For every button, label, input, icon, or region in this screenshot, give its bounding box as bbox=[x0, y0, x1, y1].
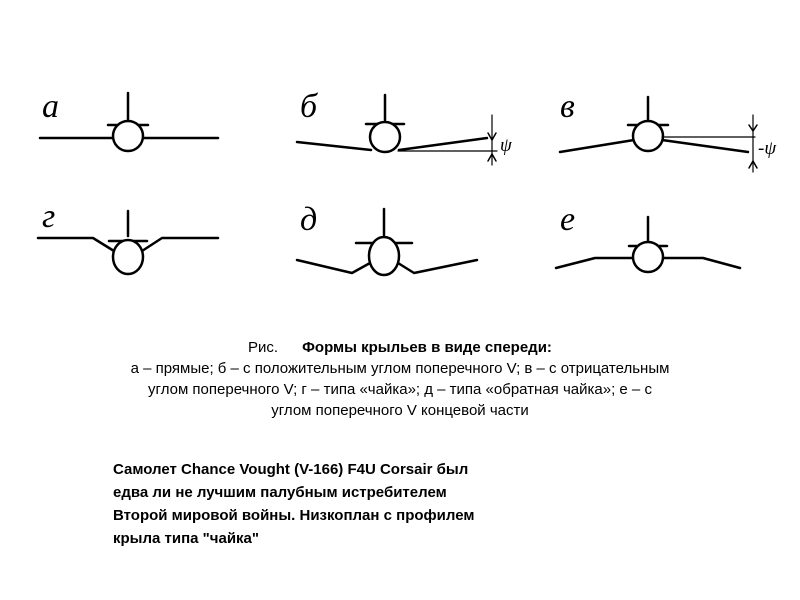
note-line-3: Второй мировой войны. Низкоплан с профилем bbox=[113, 507, 475, 524]
panel-b-positive-dihedral bbox=[297, 95, 487, 152]
panel-g-letter: г bbox=[42, 198, 56, 235]
panel-d-inverted-gull-wing bbox=[297, 209, 477, 275]
panel-v-angle-marker bbox=[662, 115, 757, 172]
panel-e-letter: е bbox=[560, 201, 576, 238]
panel-b-angle-label: ψ bbox=[500, 135, 512, 156]
panel-g-gull-wing bbox=[38, 211, 218, 274]
panel-b-angle-marker bbox=[398, 115, 497, 165]
panel-a-letter: а bbox=[42, 88, 59, 125]
panel-a-straight-wing bbox=[40, 93, 218, 151]
caption-heading bbox=[60, 337, 740, 358]
caption-line-1: а – прямые; б – с положительным углом поперечного V; в – с отрицательным bbox=[130, 360, 670, 377]
figure-label: Рис. bbox=[248, 339, 279, 356]
note-line-2: едва ли не лучшим палубным истребителем bbox=[113, 484, 447, 501]
note-line-1: Самолет Chance Vought (V-166) F4U Corsair был bbox=[113, 461, 469, 478]
caption-line-3: углом поперечного V концевой части bbox=[271, 402, 529, 419]
note-line-4: крыла типа "чайка" bbox=[113, 530, 260, 547]
figure-title: Формы крыльев в виде спереди: bbox=[302, 339, 552, 356]
figure-caption bbox=[60, 337, 740, 421]
caption-line-2: углом поперечного V; г – типа «чайка»; д – типа «обратная чайка»; е – с bbox=[148, 381, 652, 398]
panel-v-angle-label: -ψ bbox=[758, 138, 777, 159]
aircraft-note bbox=[113, 458, 593, 550]
panel-d-letter: д bbox=[300, 201, 318, 238]
panel-v-negative-dihedral bbox=[560, 97, 748, 152]
panel-e-tip-dihedral-wing bbox=[556, 217, 740, 272]
panel-v-letter: в bbox=[560, 88, 575, 125]
panel-b-letter: б bbox=[300, 88, 318, 125]
